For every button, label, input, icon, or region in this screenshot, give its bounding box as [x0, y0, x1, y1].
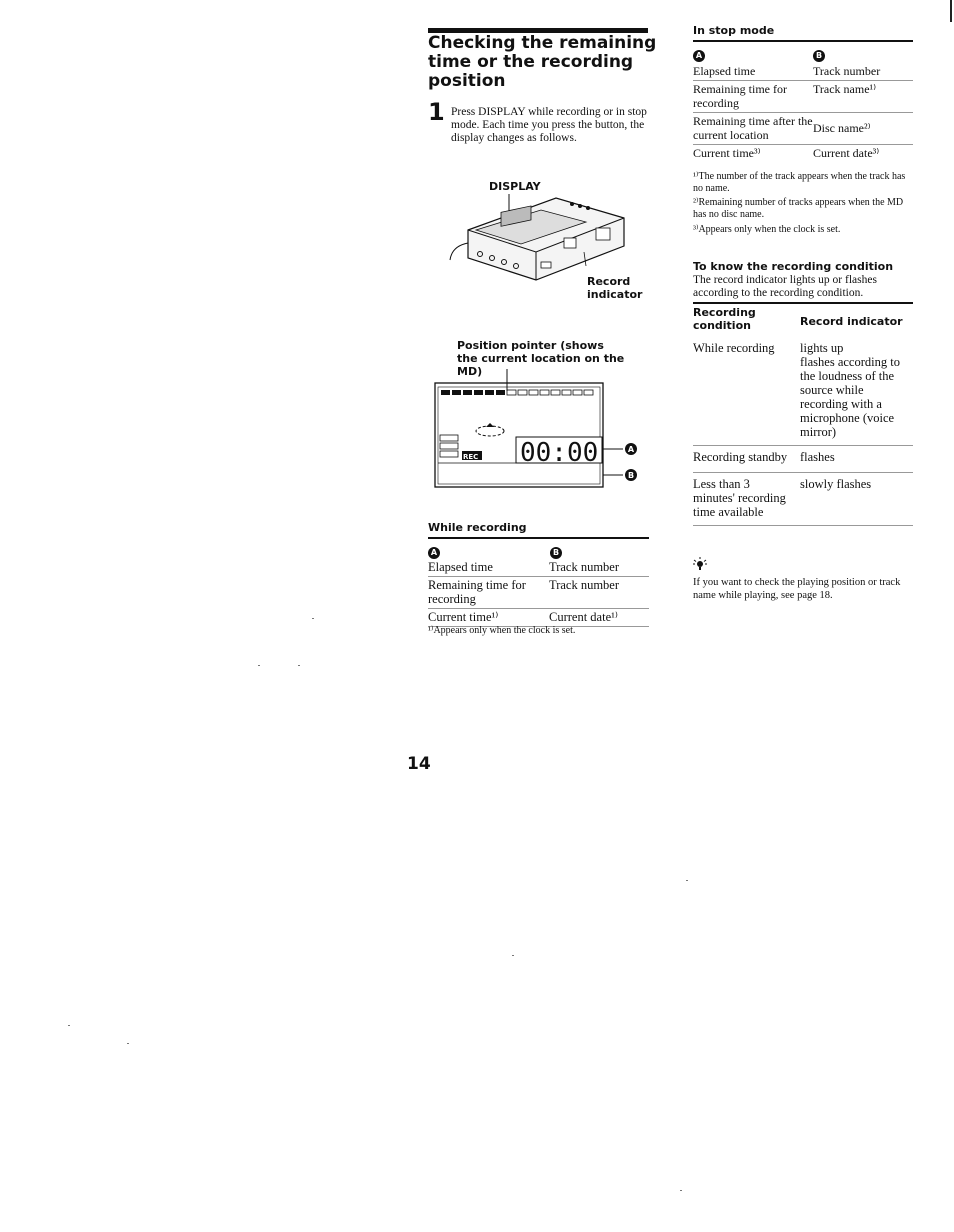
table-row: Current time¹⁾ Current date¹⁾: [428, 609, 649, 627]
tip-text: If you want to check the playing position or track name while playing, see page 18.: [693, 577, 901, 601]
stop-mode-col-b: B: [813, 45, 825, 63]
table-row: Remaining time after the current location Disc name²⁾: [693, 113, 913, 145]
while-recording-heading: While recording: [428, 521, 527, 534]
record-indicator-label: Record indicator: [587, 275, 643, 301]
table-row: Elapsed time Track number: [693, 63, 913, 81]
recording-condition-col1: Recording condition: [693, 306, 756, 332]
scan-speck: [312, 618, 314, 619]
while-recording-col-b: B: [550, 542, 562, 560]
scan-speck: [68, 1025, 70, 1026]
step-text: Press DISPLAY while recording or in stop mode. Each time you press the button, the display changes as follows.: [451, 106, 647, 144]
recording-condition-table: [693, 340, 913, 526]
stop-mode-footnote-1: ¹⁾The number of the track appears when the track has no name.: [693, 171, 906, 194]
table-row: While recording lights up flashes according to the loudness of the source while recording with a microphone (voice mirror): [693, 340, 913, 446]
lcd-time-readout: 00:00: [520, 438, 599, 468]
recording-condition-intro: The record indicator lights up or flashes according to the recording condition.: [693, 274, 877, 299]
scan-speck: [258, 665, 260, 666]
table-row: Recording standby flashes: [693, 446, 913, 473]
while-recording-footnote: ¹⁾Appears only when the clock is set.: [428, 625, 576, 636]
marker-b: B: [627, 471, 635, 480]
while-recording-rule: [428, 537, 649, 539]
scan-speck: [680, 1190, 682, 1191]
stop-mode-heading: In stop mode: [693, 24, 775, 37]
lcd-display-illustration: [432, 365, 642, 495]
scan-speck: [127, 1043, 129, 1044]
stop-mode-col-a: A: [693, 45, 705, 63]
stop-mode-footnote-2: ²⁾Remaining number of tracks appears when the MD has no disc name.: [693, 197, 904, 220]
while-recording-col-a: A: [428, 542, 440, 560]
scan-edge-line: [950, 0, 952, 22]
stop-mode-rule: [693, 40, 913, 42]
recording-condition-heading: To know the recording condition: [693, 260, 894, 273]
table-row: Current time³⁾ Current date³⁾: [693, 146, 880, 160]
lightbulb-icon: [693, 557, 707, 571]
page-title: Checking the remaining time or the recording position: [428, 33, 657, 91]
recording-condition-rule: [693, 302, 913, 304]
stop-mode-footnote-3: ³⁾Appears only when the clock is set.: [693, 224, 841, 235]
page-number: 14: [407, 754, 431, 774]
position-pointer-caption: Position pointer (shows the current location on the MD): [457, 339, 625, 378]
marker-a: A: [627, 445, 635, 454]
stop-mode-table: [693, 63, 913, 162]
scan-speck: [512, 955, 514, 956]
step-number: 1: [428, 98, 445, 126]
scan-speck: [686, 880, 688, 881]
scan-speck: [298, 665, 300, 666]
while-recording-table: [428, 559, 649, 627]
table-row: Remaining time for recording Track number: [428, 577, 649, 609]
table-row: Elapsed time Track number: [428, 559, 649, 577]
lcd-rec-indicator: REC: [463, 453, 479, 461]
table-row: Less than 3 minutes' recording time available slowly flashes: [693, 473, 913, 526]
recording-condition-col2: Record indicator: [800, 315, 903, 328]
table-row: Remaining time for recording Track name¹⁾: [693, 81, 913, 113]
display-button-label: DISPLAY: [489, 180, 541, 193]
